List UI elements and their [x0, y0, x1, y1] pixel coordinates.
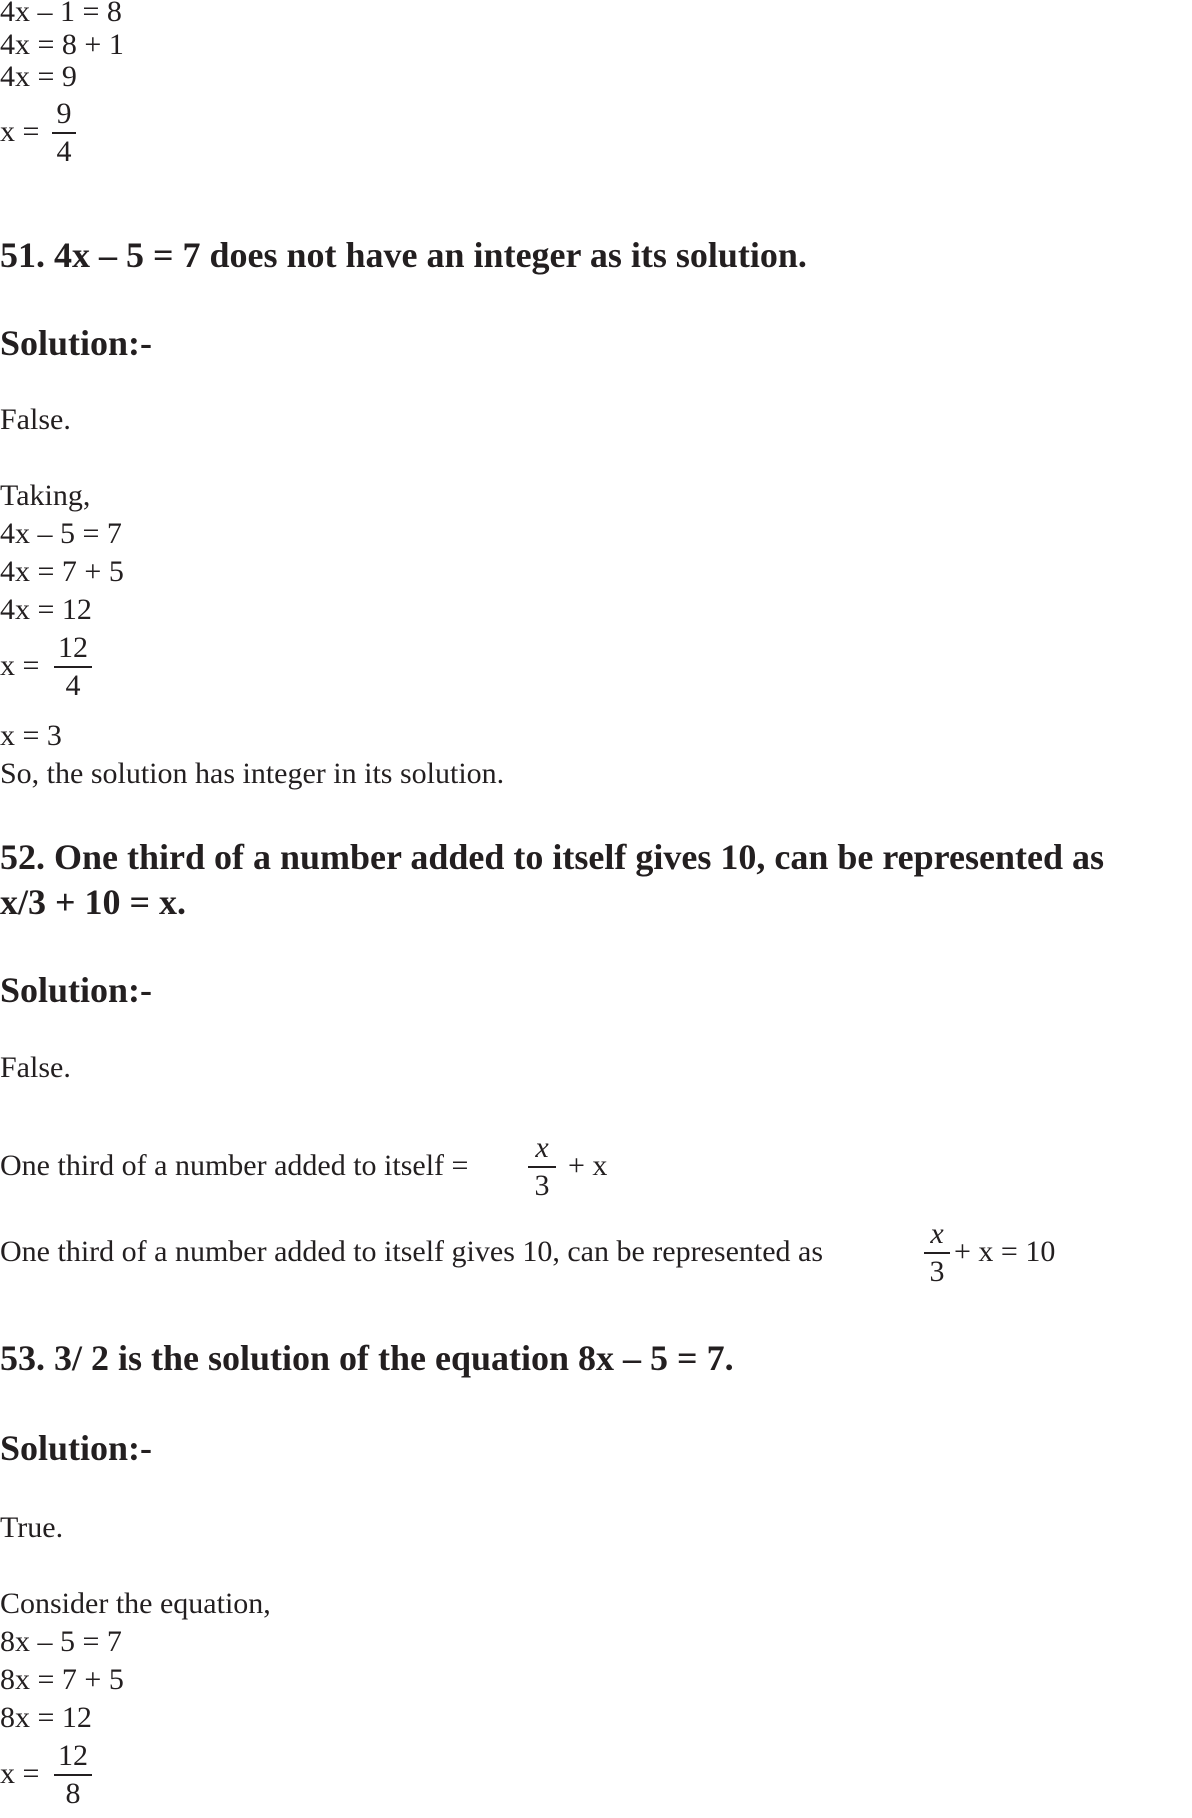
q52-heading-line-2: x/3 + 10 = x.	[0, 882, 187, 922]
prev-fraction-numerator: 9	[56, 97, 72, 130]
q52-expr2-text: One third of a number added to itself gives 10, can be represented as	[0, 1235, 824, 1268]
q52-solution-label: Solution:-	[0, 970, 153, 1010]
prev-fraction-lhs: x =	[0, 115, 40, 148]
q52-verdict: False.	[0, 1051, 71, 1084]
prev-fraction-denominator: 4	[56, 135, 72, 168]
q53-fraction-line	[0, 1738, 120, 1814]
q51-after-1: x = 3	[0, 719, 62, 752]
q51-fraction-denominator: 4	[65, 669, 81, 702]
q52-expr2-fraction	[924, 1216, 950, 1290]
q53-verdict: True.	[0, 1511, 64, 1544]
q51-fraction-numerator: 12	[58, 631, 88, 664]
q51-fraction-lhs: x =	[0, 649, 40, 682]
q51-line-2: 4x – 5 = 7	[0, 517, 122, 550]
q53-fraction-lhs: x =	[0, 1757, 40, 1790]
q53-solution-label: Solution:-	[0, 1428, 153, 1468]
q53-fraction	[54, 1738, 92, 1812]
prev-line-3: 4x = 9	[0, 60, 77, 93]
q52-expr1-tail: + x	[568, 1149, 608, 1182]
prev-line-1: 4x – 1 = 8	[0, 0, 122, 28]
q53-heading: 53. 3/ 2 is the solution of the equation 8x – 5 = 7.	[0, 1338, 734, 1378]
q53-fraction-denominator: 8	[65, 1777, 81, 1810]
q52-heading-line-1: 52. One third of a number added to itself gives 10, can be represented as	[0, 837, 1104, 877]
q52-expr1-denominator: 3	[534, 1169, 550, 1202]
q52-expr2-denominator: 3	[929, 1255, 945, 1288]
q51-line-1: Taking,	[0, 479, 91, 512]
q51-after-2: So, the solution has integer in its solution.	[0, 757, 505, 790]
q51-line-3: 4x = 7 + 5	[0, 555, 124, 588]
q52-expr1-text: One third of a number added to itself =	[0, 1149, 469, 1182]
q51-line-4: 4x = 12	[0, 593, 92, 626]
q51-fraction	[54, 630, 92, 704]
q51-solution-label: Solution:-	[0, 323, 153, 363]
prev-fraction	[52, 96, 76, 170]
q51-verdict: False.	[0, 403, 71, 436]
q52-expr1-numerator: x	[535, 1131, 549, 1164]
q53-line-3: 8x = 7 + 5	[0, 1663, 124, 1696]
q52-expr1-fraction	[528, 1130, 556, 1204]
q51-heading: 51. 4x – 5 = 7 does not have an integer as its solution.	[0, 235, 807, 275]
q52-expr2-tail: + x = 10	[954, 1235, 1056, 1268]
q51-fraction-line	[0, 630, 120, 706]
q53-line-4: 8x = 12	[0, 1701, 92, 1734]
q52-expression-1	[0, 1130, 700, 1206]
q53-line-2: 8x – 5 = 7	[0, 1625, 122, 1658]
q52-expression-2	[0, 1216, 1100, 1292]
prev-fraction-line	[0, 96, 100, 172]
q53-fraction-numerator: 12	[58, 1739, 88, 1772]
q52-expr2-numerator: x	[930, 1217, 944, 1250]
q53-line-1: Consider the equation,	[0, 1587, 271, 1620]
prev-line-2: 4x = 8 + 1	[0, 28, 124, 61]
